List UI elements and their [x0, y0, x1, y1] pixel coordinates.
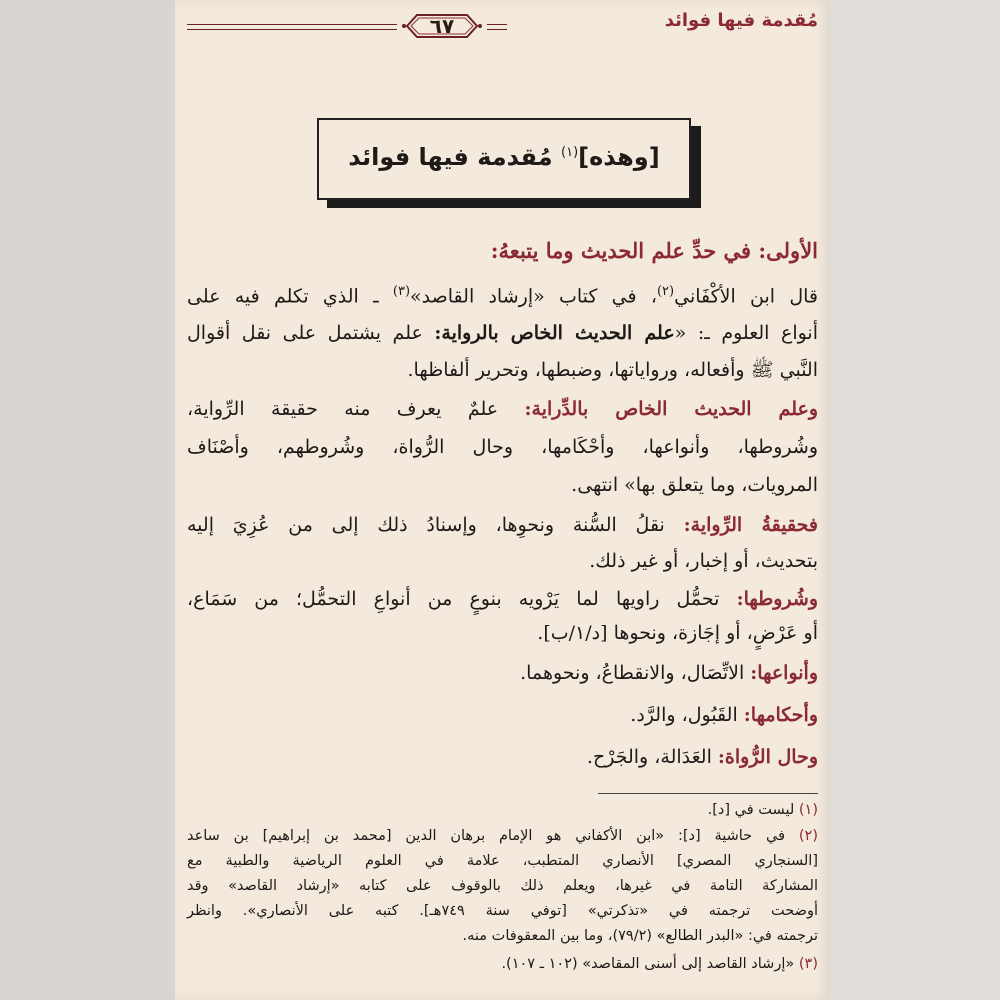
text-run: الاتِّصَال، والانقطاعُ، ونحوهما. [520, 662, 751, 684]
footnote-ref: (١) [561, 145, 579, 160]
header-rule-thin [187, 29, 397, 30]
header-rule [187, 24, 397, 25]
page-number: ٦٧ [429, 14, 455, 38]
text-run: القَبُول، والرَّد. [630, 704, 744, 726]
title-main: مُقدمة فيها فوائد [348, 143, 562, 171]
page-number-badge [401, 10, 483, 42]
footnote-line: المشاركة التامة في غيرها، ويعلم ذلك بالوقوف على كتابه «إرشاد القاصد» وقد [187, 878, 818, 894]
text-run: نقلُ السُّنة ونحوِها، وإسنادُ ذلك إلى من عُزِيَ إليه [187, 514, 684, 536]
text-run: ، في كتاب «إرشاد القاصد» [410, 285, 657, 308]
header-rule-right-thin [487, 29, 507, 30]
footnote-text: «إرشاد القاصد إلى أسنى المقاصد» (١٠٢ ـ ١٠٧). [501, 956, 795, 972]
body-line [187, 662, 818, 684]
footnote [187, 802, 818, 818]
footnote [187, 956, 818, 972]
text-run: علم يشتمل على نقل أقوال [187, 322, 435, 344]
section-heading: الأولى: في حدِّ علم الحديث وما يتبعهُ: [490, 238, 818, 263]
chapter-title-box [317, 118, 691, 200]
page-edge [830, 0, 1000, 1000]
text-run: علمٌ يعرف منه حقيقة الرِّواية، [187, 398, 525, 420]
chapter-title [319, 143, 689, 171]
footnote-number: (٣) [798, 956, 818, 972]
body-line [187, 746, 818, 768]
body-line [187, 588, 818, 610]
term-red: وعلم الحديث الخاص بالدِّراية: [524, 398, 818, 420]
term-red: وأحكامها: [743, 704, 818, 726]
footnote-text: في حاشية [د]: «ابن الأكفاني هو الإمام برهان الدين [محمد بن إبراهيم] بن ساعد [187, 828, 786, 844]
body-line: وشُروطها، وأنواعها، وأحْكَامها، وحال الرُّواة، وشُروطهم، وأصْنَاف [187, 436, 818, 458]
text-run: ـ الذي تكلم فيه على [187, 285, 393, 308]
text-run: تحمُّل راويها لما يَرْويه بنوعٍ من أنواعِ التحمُّل؛ من سَمَاع، [187, 588, 737, 610]
body-line [187, 322, 818, 344]
footnote-line: ترجمته في: «البدر الطالع» (٧٩/٢)، وما بين المعقوفات منه. [462, 928, 818, 944]
text-run: قال ابن الأكْفَاني [674, 285, 818, 308]
term-red: وأنواعها: [750, 662, 818, 684]
page-header [175, 10, 830, 46]
body-line: المرويات، وما يتعلق بها» انتهى. [571, 474, 818, 496]
body-line: أو عَرْضٍ، أو إجَازة، ونحوها [د/١/ب]. [537, 622, 818, 644]
running-title: مُقدمة فيها فوائد [664, 10, 818, 31]
term-bold: علم الحديث الخاص بالرواية: [434, 322, 675, 344]
text-run: العَدَالة، والجَرْح. [586, 746, 718, 768]
term-red: وشُروطها: [736, 588, 818, 610]
footnote-number: (١) [798, 802, 818, 818]
text-run: أنواع العلوم ـ: « [674, 322, 818, 344]
footnote [187, 828, 818, 844]
body-line [187, 514, 818, 536]
term-red: فحقيقةُ الرِّواية: [683, 514, 818, 536]
body-line: بتحديث، أو إخبار، أو غير ذلك. [589, 550, 818, 572]
footnote-rule [598, 793, 818, 794]
footnote-line: أوضحت ترجمته في «تذكرتي» [توفي سنة ٧٤٩هـ]. كتبه على الأنصاري». وانظر [187, 903, 818, 919]
body-line [187, 704, 818, 726]
body-line: النَّبي ﷺ وأفعاله، ورواياتها، وضبطها، وتحرير ألفاظها. [407, 359, 818, 381]
footnote-ref: (٢) [656, 284, 675, 299]
footnote-text: ليست في [د]. [707, 802, 795, 818]
term-red: وحال الرُّواة: [717, 746, 818, 768]
footnote-number: (٢) [798, 828, 818, 844]
body-line [187, 398, 818, 420]
footnote-ref: (٣) [392, 284, 411, 299]
header-rule-right [487, 24, 507, 25]
title-bracket: [وهذه] [578, 143, 660, 171]
footnote-line: [السنجاري المصري] الأنصاري المتطبب، علامة في العلوم الرياضية والطبية مع [187, 853, 818, 869]
body-line [187, 284, 818, 307]
book-page [175, 0, 830, 1000]
